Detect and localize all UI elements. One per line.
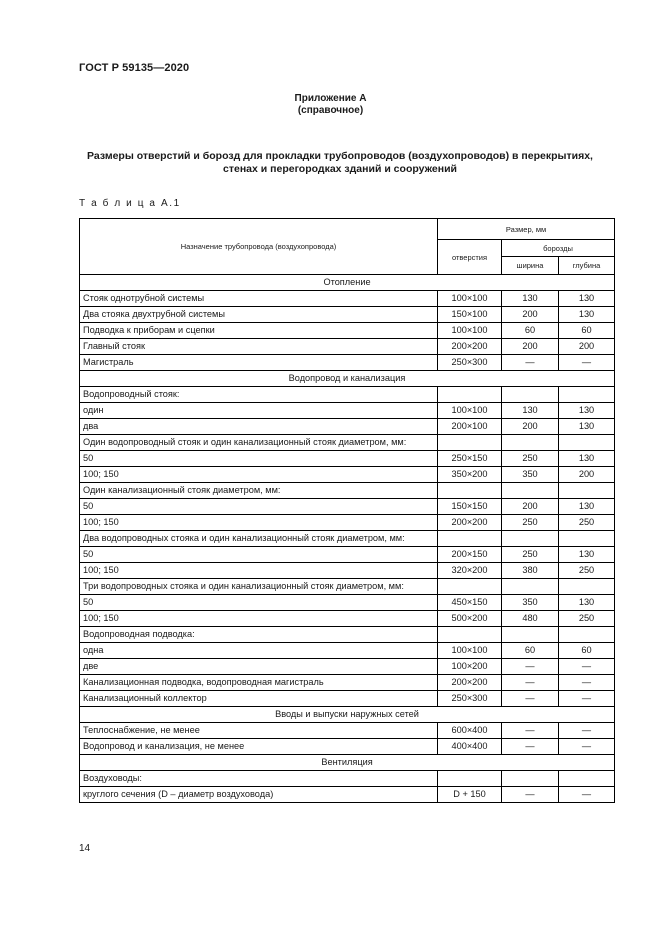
- cell-groove-width: 200: [502, 499, 559, 515]
- cell-groove-depth: 130: [559, 419, 615, 435]
- cell-purpose: Один канализационный стояк диаметром, мм:: [80, 483, 438, 499]
- cell-groove-depth: [559, 483, 615, 499]
- table-row: [80, 563, 615, 579]
- section-title: Водопровод и канализация: [80, 371, 615, 387]
- table-row: [80, 419, 615, 435]
- cell-hole: 600×400: [438, 723, 502, 739]
- table-row: [80, 643, 615, 659]
- cell-purpose: Стояк однотрубной системы: [80, 291, 438, 307]
- table-section-row: [80, 755, 615, 771]
- cell-hole: 200×200: [438, 515, 502, 531]
- cell-groove-depth: [559, 771, 615, 787]
- cell-groove-depth: —: [559, 723, 615, 739]
- cell-groove-depth: 130: [559, 451, 615, 467]
- cell-purpose: Три водопроводных стояка и один канализационный стояк диаметром, мм:: [80, 579, 438, 595]
- cell-hole: 250×150: [438, 451, 502, 467]
- cell-groove-depth: 130: [559, 499, 615, 515]
- cell-purpose: две: [80, 659, 438, 675]
- cell-groove-width: [502, 483, 559, 499]
- cell-purpose: Подводка к приборам и сцепки: [80, 323, 438, 339]
- cell-groove-width: [502, 579, 559, 595]
- cell-groove-depth: 200: [559, 467, 615, 483]
- cell-groove-width: 130: [502, 403, 559, 419]
- cell-purpose: Главный стояк: [80, 339, 438, 355]
- table-row: [80, 339, 615, 355]
- cell-groove-depth: 60: [559, 643, 615, 659]
- table-row: [80, 531, 615, 547]
- cell-hole: 100×100: [438, 643, 502, 659]
- cell-groove-depth: 250: [559, 611, 615, 627]
- cell-hole: [438, 435, 502, 451]
- cell-groove-depth: 250: [559, 515, 615, 531]
- cell-purpose: Один водопроводный стояк и один канализационный стояк диаметром, мм:: [80, 435, 438, 451]
- cell-purpose: 50: [80, 451, 438, 467]
- section-title: Отопление: [80, 275, 615, 291]
- cell-purpose: Воздуховоды:: [80, 771, 438, 787]
- section-title: Вводы и выпуски наружных сетей: [80, 707, 615, 723]
- table-row: [80, 675, 615, 691]
- cell-groove-width: —: [502, 691, 559, 707]
- cell-groove-width: 130: [502, 291, 559, 307]
- cell-purpose: Канализационный коллектор: [80, 691, 438, 707]
- cell-groove-width: —: [502, 787, 559, 803]
- cell-groove-width: —: [502, 659, 559, 675]
- cell-groove-depth: [559, 435, 615, 451]
- cell-purpose: Магистраль: [80, 355, 438, 371]
- cell-hole: 450×150: [438, 595, 502, 611]
- table-row: [80, 403, 615, 419]
- cell-hole: 500×200: [438, 611, 502, 627]
- header-width: ширина: [502, 257, 559, 275]
- cell-hole: 200×200: [438, 675, 502, 691]
- header-purpose: Назначение трубопровода (воздухопровода): [80, 219, 438, 275]
- cell-purpose: один: [80, 403, 438, 419]
- cell-groove-depth: [559, 579, 615, 595]
- cell-hole: [438, 483, 502, 499]
- header-size: Размер, мм: [438, 219, 615, 240]
- cell-groove-width: [502, 771, 559, 787]
- table-row: [80, 291, 615, 307]
- cell-purpose: 50: [80, 595, 438, 611]
- cell-hole: [438, 531, 502, 547]
- table-row: [80, 579, 615, 595]
- cell-hole: [438, 579, 502, 595]
- cell-groove-width: [502, 435, 559, 451]
- cell-groove-depth: 130: [559, 547, 615, 563]
- table-caption: Т а б л и ц а А.1: [79, 198, 181, 209]
- cell-hole: 250×300: [438, 355, 502, 371]
- cell-groove-width: 60: [502, 643, 559, 659]
- cell-groove-width: —: [502, 739, 559, 755]
- table-row: [80, 467, 615, 483]
- table-row: [80, 627, 615, 643]
- cell-groove-depth: —: [559, 355, 615, 371]
- table-row: [80, 355, 615, 371]
- cell-groove-width: [502, 387, 559, 403]
- cell-groove-depth: [559, 627, 615, 643]
- cell-hole: 150×100: [438, 307, 502, 323]
- cell-groove-width: 60: [502, 323, 559, 339]
- appendix-subtitle: (справочное): [297, 105, 364, 116]
- cell-hole: 250×300: [438, 691, 502, 707]
- table-row: [80, 691, 615, 707]
- cell-groove-depth: 60: [559, 323, 615, 339]
- cell-groove-depth: 130: [559, 595, 615, 611]
- cell-groove-depth: [559, 387, 615, 403]
- cell-groove-width: 200: [502, 339, 559, 355]
- cell-groove-width: 350: [502, 595, 559, 611]
- cell-hole: 100×200: [438, 659, 502, 675]
- cell-groove-depth: —: [559, 787, 615, 803]
- cell-purpose: два: [80, 419, 438, 435]
- cell-purpose: Два водопроводных стояка и один канализационный стояк диаметром, мм:: [80, 531, 438, 547]
- cell-purpose: 100; 150: [80, 611, 438, 627]
- cell-hole: 200×200: [438, 339, 502, 355]
- table-header-row-1: [80, 219, 615, 240]
- cell-purpose: 100; 150: [80, 515, 438, 531]
- cell-groove-depth: [559, 531, 615, 547]
- table-row: [80, 435, 615, 451]
- table-section-row: [80, 707, 615, 723]
- cell-purpose: Канализационная подводка, водопроводная магистраль: [80, 675, 438, 691]
- cell-hole: D + 150: [438, 787, 502, 803]
- table-row: [80, 307, 615, 323]
- cell-groove-depth: —: [559, 739, 615, 755]
- cell-purpose: 100; 150: [80, 563, 438, 579]
- cell-groove-width: [502, 531, 559, 547]
- cell-hole: [438, 771, 502, 787]
- cell-groove-width: 350: [502, 467, 559, 483]
- cell-groove-width: 250: [502, 547, 559, 563]
- table-row: [80, 771, 615, 787]
- document-standard-code: ГОСТ Р 59135—2020: [79, 62, 190, 74]
- cell-purpose: Водопроводный стояк:: [80, 387, 438, 403]
- cell-purpose: Теплоснабжение, не менее: [80, 723, 438, 739]
- cell-groove-width: —: [502, 355, 559, 371]
- table-row: [80, 739, 615, 755]
- table-row: [80, 547, 615, 563]
- cell-groove-depth: 200: [559, 339, 615, 355]
- cell-groove-depth: —: [559, 659, 615, 675]
- cell-purpose: Водопроводная подводка:: [80, 627, 438, 643]
- cell-hole: 350×200: [438, 467, 502, 483]
- dimensions-table-body: [80, 219, 615, 803]
- cell-hole: 150×150: [438, 499, 502, 515]
- cell-groove-depth: 130: [559, 291, 615, 307]
- cell-groove-depth: —: [559, 675, 615, 691]
- cell-hole: 100×100: [438, 403, 502, 419]
- table-section-row: [80, 275, 615, 291]
- cell-groove-width: 250: [502, 451, 559, 467]
- cell-purpose: круглого сечения (D – диаметр воздуховода): [80, 787, 438, 803]
- table-row: [80, 451, 615, 467]
- cell-groove-width: —: [502, 723, 559, 739]
- table-row: [80, 787, 615, 803]
- cell-groove-width: 380: [502, 563, 559, 579]
- header-hole: отверстия: [438, 240, 502, 275]
- cell-purpose: 50: [80, 499, 438, 515]
- table-row: [80, 611, 615, 627]
- header-depth: глубина: [559, 257, 615, 275]
- table-row: [80, 323, 615, 339]
- cell-groove-width: —: [502, 675, 559, 691]
- appendix-heading-line-2: стенах и перегородках зданий и сооружений: [223, 163, 457, 175]
- cell-groove-width: [502, 627, 559, 643]
- cell-hole: 100×100: [438, 323, 502, 339]
- cell-groove-depth: 250: [559, 563, 615, 579]
- cell-purpose: Два стояка двухтрубной системы: [80, 307, 438, 323]
- cell-groove-depth: 130: [559, 307, 615, 323]
- cell-purpose: 100; 150: [80, 467, 438, 483]
- header-groove: борозды: [502, 240, 615, 257]
- table-row: [80, 387, 615, 403]
- table-section-row: [80, 371, 615, 387]
- section-title: Вентиляция: [80, 755, 615, 771]
- dimensions-table: [79, 218, 615, 803]
- table-row: [80, 595, 615, 611]
- appendix-title: Приложение А: [294, 93, 367, 104]
- cell-hole: 320×200: [438, 563, 502, 579]
- cell-hole: 100×100: [438, 291, 502, 307]
- cell-purpose: 50: [80, 547, 438, 563]
- cell-groove-width: 200: [502, 419, 559, 435]
- cell-purpose: одна: [80, 643, 438, 659]
- table-row: [80, 659, 615, 675]
- appendix-heading-line-1: Размеры отверстий и борозд для прокладки трубопроводов (воздухопроводов) в перекрытиях,: [87, 150, 593, 162]
- cell-purpose: Водопровод и канализация, не менее: [80, 739, 438, 755]
- page-number: 14: [79, 843, 91, 854]
- table-row: [80, 499, 615, 515]
- table-row: [80, 515, 615, 531]
- cell-groove-width: 200: [502, 307, 559, 323]
- cell-hole: [438, 387, 502, 403]
- cell-groove-width: 250: [502, 515, 559, 531]
- cell-hole: 200×100: [438, 419, 502, 435]
- table-row: [80, 723, 615, 739]
- cell-groove-depth: —: [559, 691, 615, 707]
- cell-hole: [438, 627, 502, 643]
- cell-hole: 200×150: [438, 547, 502, 563]
- table-row: [80, 483, 615, 499]
- cell-hole: 400×400: [438, 739, 502, 755]
- cell-groove-depth: 130: [559, 403, 615, 419]
- cell-groove-width: 480: [502, 611, 559, 627]
